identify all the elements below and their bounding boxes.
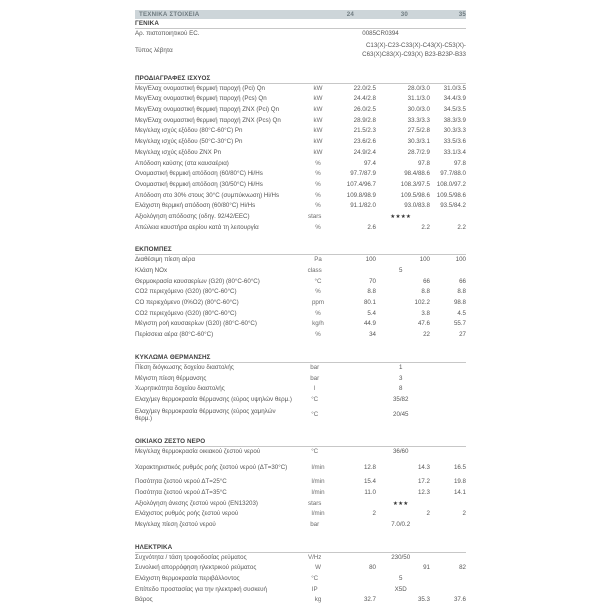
row-value-model-24: 2 [372,510,376,518]
row-value-all-models: 5 [398,267,403,274]
table-row [135,374,466,385]
row-value-model-35: 82 [459,564,466,572]
row-value-model-35: 27 [459,331,466,339]
table-row [135,201,466,212]
row-label: Ελάχιστος ρυθμός ροής ζεστού νερού [135,510,239,518]
row-label: Μεγ/ελαχ ισχύς εξόδου (80°C-60°C) Pn [135,127,243,135]
row-value-model-24: 15.4 [363,478,376,486]
row-label: Επίπεδο προστασίας για την ηλεκτρική συσκευή [135,585,267,593]
row-value-model-24: 70 [369,277,376,285]
section-title: ΗΛΕΚΤΡΙΚΑ [135,543,466,553]
row-value: 0085CR0394 [362,30,399,37]
row-value-model-35: 14.1 [453,488,466,496]
row-value-model-24: 97.7/87.9 [350,170,376,178]
table-row [135,137,466,148]
table-row [135,298,466,309]
row-label: Ελαχ/μεγ θερμοκρασία θέρμανσης (εύρος υψηλών θερμ.) [135,395,292,403]
table-row [135,148,466,159]
row-value-all-models: 35/82 [392,395,409,403]
row-value-model-35: 100 [455,256,466,264]
row-unit: °C [311,411,319,419]
row-label: Απόδοση καύσης (στα καυσαέρια) [135,159,229,167]
row-value-all-models: 7.0/0.2 [391,521,411,528]
row-value-model-35: 30.3/3.3 [443,127,466,135]
row-value-model-30: 91 [423,564,430,572]
row-value-model-30: 100 [419,256,430,264]
row-value-model-30: 27.5/2.8 [407,127,430,135]
row-unit: kW [313,116,323,124]
table-row [135,180,466,191]
section-title: ΟΙΚΙΑΚΟ ΖΕΣΤΟ ΝΕΡΟ [135,437,466,447]
section-gap [135,531,466,543]
row-value-model-24: 80.1 [363,299,376,307]
table-row [135,585,466,596]
table-row [135,477,466,488]
boiler-type-line-2: C63(X)C83(X)-C93(X) B23-B23P-B33 [362,50,466,58]
table-row [135,458,466,478]
table-row [135,223,466,234]
row-unit: bar [310,521,320,528]
section-gap [135,425,466,437]
row-value-model-30: 22 [423,331,430,339]
row-unit: °C [311,448,319,456]
row-value-all-models: 20/45 [393,411,409,419]
row-value-model-30: 66 [423,277,430,285]
row-value-model-35: 2 [462,510,466,518]
row-value-model-24: 107.4/96.7 [346,180,376,188]
row-unit: % [315,223,321,231]
row-value-model-35: 34.4/3.9 [443,95,466,103]
row-unit: kW [313,127,323,135]
table-row [135,84,466,95]
row-value-model-30: 93.0/83.8 [404,202,430,210]
row-unit: % [315,159,321,167]
row-value-model-30: 30.3/3.1 [407,138,430,146]
row-unit: kW [313,138,323,146]
table-row [135,509,466,520]
row-label: Ελαχ/μεγ θερμοκρασία θέρμανσης (εύρος χαμηλών θερμ.) [135,407,276,423]
row-value-model-24: 23.6/2.6 [353,138,376,146]
table-row [135,255,466,266]
row-value-model-30: 31.1/3.0 [407,95,430,103]
row-value-model-30: 17.2 [417,478,430,486]
table-row [135,169,466,180]
row-label: Πίεση διόγκωσης δοχείου διαστολής [135,363,234,371]
section-gap [135,62,466,74]
row-unit: % [315,309,321,317]
model-35-header: 35 [458,11,466,18]
row-value-model-30: 28.7/2.9 [407,148,430,156]
table-row [135,406,466,426]
row-value-all-models: 5 [398,575,403,583]
row-value-model-30: 8.8 [421,288,430,296]
row-label: Μεγ/ελαχ θερμοκρασία οικιακού ζεστού νερού [135,448,261,456]
table-row [135,309,466,320]
row-value-model-35: 4.5 [457,309,466,317]
table-row [135,553,466,564]
row-unit: class [307,267,322,274]
row-value-model-30: 2 [426,510,430,518]
sections-container [135,62,466,606]
row-value-model-24: 12.8 [363,463,376,471]
row-value-model-24: 5.4 [367,309,376,317]
row-label: Απόδοση στο 30% στους 30°C (συμπύκνωση) Hi/Hs [135,191,280,199]
row-label: CO2 περιεχόμενο (G20) (80°C-60°C) [135,288,237,296]
table-header [135,10,466,19]
row-value-model-30: 109.5/98.6 [400,191,430,199]
row-value-model-24: 34 [369,331,376,339]
row-label: Μεγ/Ελαχ ονομαστική θερμική παροχή ZNX (Pci) Qn [135,106,280,114]
table-row [135,212,466,223]
table-row [135,488,466,499]
row-unit: bar [310,363,320,371]
row-label: Βάρος [135,596,153,604]
row-value-model-30: 2.2 [421,223,430,231]
row-value-model-24: 44.9 [363,320,376,328]
row-value-model-24: 97.4 [363,159,376,167]
row-value-model-35: 109.5/98.6 [436,191,466,199]
row-label: Κλάση NOx [135,267,168,274]
table-row [135,395,466,406]
row-value-model-24: 26.0/2.5 [353,106,376,114]
row-label: Ποσότητα ζεστού νερού ΔT=25°C [135,478,227,486]
table-row [135,595,466,606]
row-value-model-35: 98.8 [453,299,466,307]
section-gap [135,233,466,245]
section-gap [135,341,466,353]
row-unit: % [315,170,321,178]
table-row [135,94,466,105]
row-value-model-35: 33.1/3.4 [443,148,466,156]
row-unit: bar [310,374,320,382]
row-label: CO2 περιεχόμενο (G20) (80°C-60°C) [135,309,237,317]
table-row [135,363,466,374]
row-unit: stars [307,212,322,220]
row-value-model-35: 2.2 [457,223,466,231]
row-value-model-35: 97.8 [453,159,466,167]
row-unit: ppm [311,299,325,307]
table-row [135,574,466,585]
row-label: CO περιεχόμενο (0%O2) (80°C-60°C) [135,299,239,307]
row-value-model-30: 97.8 [417,159,430,167]
row-value [303,42,466,59]
table-row [135,159,466,170]
row-unit: kW [313,148,323,156]
row-value-model-30: 35.3 [417,596,430,604]
row-value-model-30: 47.6 [417,320,430,328]
row-value-model-24: 24.4/2.8 [353,95,376,103]
row-label: Διαθέσιμη πίεση αέρα [135,256,196,264]
row-label: Μεγ/ελαχ ισχύς εξόδου (50°C-30°C) Pn [135,138,243,146]
row-label: Μέγιστη ροή καυσαερίων (G20) (80°C-60°C) [135,320,257,328]
model-30-header: 30 [400,11,408,18]
table-row [135,330,466,341]
row-value-model-24: 24.9/2.4 [353,148,376,156]
row-value-model-35: 38.3/3.9 [443,116,466,124]
row-value-model-24: 32.7 [363,596,376,604]
row-unit: l/min [311,463,325,471]
row-value-model-24: 109.8/98.9 [346,191,376,199]
row-value-model-35: 19.8 [453,478,466,486]
row-value-model-24: 8.8 [367,288,376,296]
row-label: Ελάχιστη θερμοκρασία περιβάλλοντος [135,575,240,583]
table-row [135,126,466,137]
table-row [135,40,466,62]
row-value-model-30: 14.3 [417,463,430,471]
row-value-model-24: 2.6 [367,223,376,231]
row-value-model-35: 33.5/3.6 [443,138,466,146]
row-label: Συχνότητα / τάση τροφοδοσίας ρεύματος [135,553,247,561]
row-unit: l [313,385,316,393]
row-value-model-35: 66 [459,277,466,285]
row-value-model-35: 31.0/3.5 [443,84,466,92]
row-unit: % [315,180,321,188]
rating-stars-icon: ★★★★ [390,213,412,220]
section-title: ΚΥΚΛΩΜΑ ΘΕΡΜΑΝΣΗΣ [135,353,466,363]
row-label: Συνολική απορρόφηση ηλεκτρικού ρεύματος [135,564,257,572]
row-label: Μεγ/ελαχ ισχύς εξόδου ZNX Pn [135,148,222,156]
section-title: ΠΡΟΔΙΑΓΡΑΦΕΣ ΙΣΧΥΟΣ [135,74,466,84]
table-row [135,384,466,395]
row-value-model-24: 11.0 [364,488,376,496]
row-label: Θερμοκρασία καυσαερίων (G20) (80°C-60°C) [135,277,260,285]
row-label: Μεγ/Ελαχ ονομαστική θερμική παροχή ZNX (Pcs) Qn [135,116,281,124]
row-unit: W [315,564,321,572]
technical-specs-table [135,10,466,606]
table-row [135,266,466,277]
row-unit: Pa [314,256,322,264]
row-value-all-models: 3 [398,374,403,382]
model-24-header: 24 [346,11,354,18]
section-title: ΕΚΠΟΜΠΕΣ [135,245,466,255]
row-value-model-24: 28.9/2.8 [353,116,376,124]
row-unit: °C [314,277,322,285]
row-label: Ονομαστική θερμική απόδοση (30/50°C) Hi/Hs [135,180,263,188]
row-unit: kW [313,84,323,92]
row-value-all-models: 36/60 [392,448,409,456]
row-label: Απώλεια καυστήρα αερίου κατά τη λειτουργία [135,223,259,231]
row-label: Περίσσεια αέρα (80°C-60°C) [135,331,214,339]
row-value-model-35: 16.5 [453,463,466,471]
table-row [135,105,466,116]
row-label: Τύπος λέβητα [135,47,173,55]
table-row [135,116,466,127]
row-value-model-35: 108.0/97.2 [436,180,466,188]
row-value-model-30: 12.3 [417,488,430,496]
table-row [135,29,466,40]
row-unit: IP [311,585,318,593]
row-unit: % [315,202,321,210]
row-label: Χαρακτηριστικός ρυθμός ροής ζεστού νερού (ΔT=30°C) [135,463,288,471]
row-label: Ονομαστική θερμική απόδοση (60/80°C) Hi/Hs [135,170,263,178]
table-row [135,277,466,288]
row-unit: stars [307,499,322,507]
row-value-model-24: 22.0/2.5 [353,84,376,92]
row-value-model-30: 108.3/97.5 [400,180,430,188]
table-row [135,563,466,574]
table-title: ΤΕΧΝΙΚΑ ΣΤΟΙΧΕΙΑ [139,11,200,18]
row-value-all-models: X5D [394,585,407,593]
row-label: Ποσότητα ζεστού νερού ΔT=35°C [135,488,227,496]
row-value-model-30: 98.4/88.6 [404,170,430,178]
rating-stars-icon: ★★★ [392,500,409,507]
table-row [135,520,466,531]
table-row [135,191,466,202]
row-value-model-35: 37.6 [453,596,466,604]
row-value-model-30: 102.2 [414,299,430,307]
row-label: Χωρητικότητα δοχείου διαστολής [135,385,225,393]
row-label: Μεγ/ελαχ πίεση ζεστού νερού [135,521,216,528]
boiler-type-line-1: C13(X)-C23-C33(X)-C43(X)-C53(X)- [365,42,466,50]
row-unit: °C [311,575,319,583]
row-value-model-30: 30.0/3.0 [407,106,430,114]
row-value-model-30: 3.8 [421,309,430,317]
row-unit: l/min [311,510,325,518]
row-unit: kW [313,95,323,103]
row-value-model-35: 97.7/88.0 [440,170,466,178]
row-value-model-24: 21.5/2.3 [353,127,376,135]
row-value-model-35: 55.7 [453,320,466,328]
row-label: Μέγιστη πίεση θέρμανσης [135,374,207,382]
row-label: Αξιολόγηση απόδοσης (οδηγ. 92/42/EEC) [135,212,250,220]
row-unit: % [315,288,321,296]
row-label: Μεγ/Ελαχ ονομαστική θερμική παροχή (Pcs) Qn [135,95,267,103]
row-label: Αξιολόγηση άνεσης ζεστού νερού (EN13203) [135,499,258,507]
row-unit: % [315,191,321,199]
row-label: Αρ. πιστοποιητικού EC. [135,30,200,37]
row-value-all-models: 1 [398,363,403,371]
row-unit: l/min [311,478,325,486]
row-unit: % [315,331,321,339]
row-value-model-30: 33.3/3.3 [407,116,430,124]
row-value-model-30: 28.0/3.0 [407,84,430,92]
row-unit: °C [311,395,319,403]
row-unit: l/min [311,488,325,496]
row-unit: V/Hz [307,553,322,561]
row-value-all-models: 230/50 [391,553,411,561]
table-row [135,447,466,458]
table-row [135,319,466,330]
row-value-model-24: 80 [369,564,376,572]
row-value-all-models: 8 [398,385,403,393]
row-value-model-24: 100 [365,256,376,264]
row-value-model-35: 34.5/3.5 [443,106,466,114]
row-unit: kg/h [312,320,324,328]
table-row [135,499,466,510]
section-general-title: ΓΕΝΙΚΑ [135,19,466,29]
row-value-model-35: 8.8 [457,288,466,296]
row-label: Μεγ/Ελαχ ονομαστική θερμική παροχή (Pci) Qn [135,84,265,92]
row-value-model-24: 91.1/82.0 [350,202,376,210]
row-label: Ελάχιστη θερμική απόδοση (60/80°C) Hi/Hs [135,202,256,210]
row-unit: kg [314,596,322,604]
table-row [135,287,466,298]
row-value-model-35: 93.5/84.2 [440,202,466,210]
row-unit: kW [313,106,323,114]
